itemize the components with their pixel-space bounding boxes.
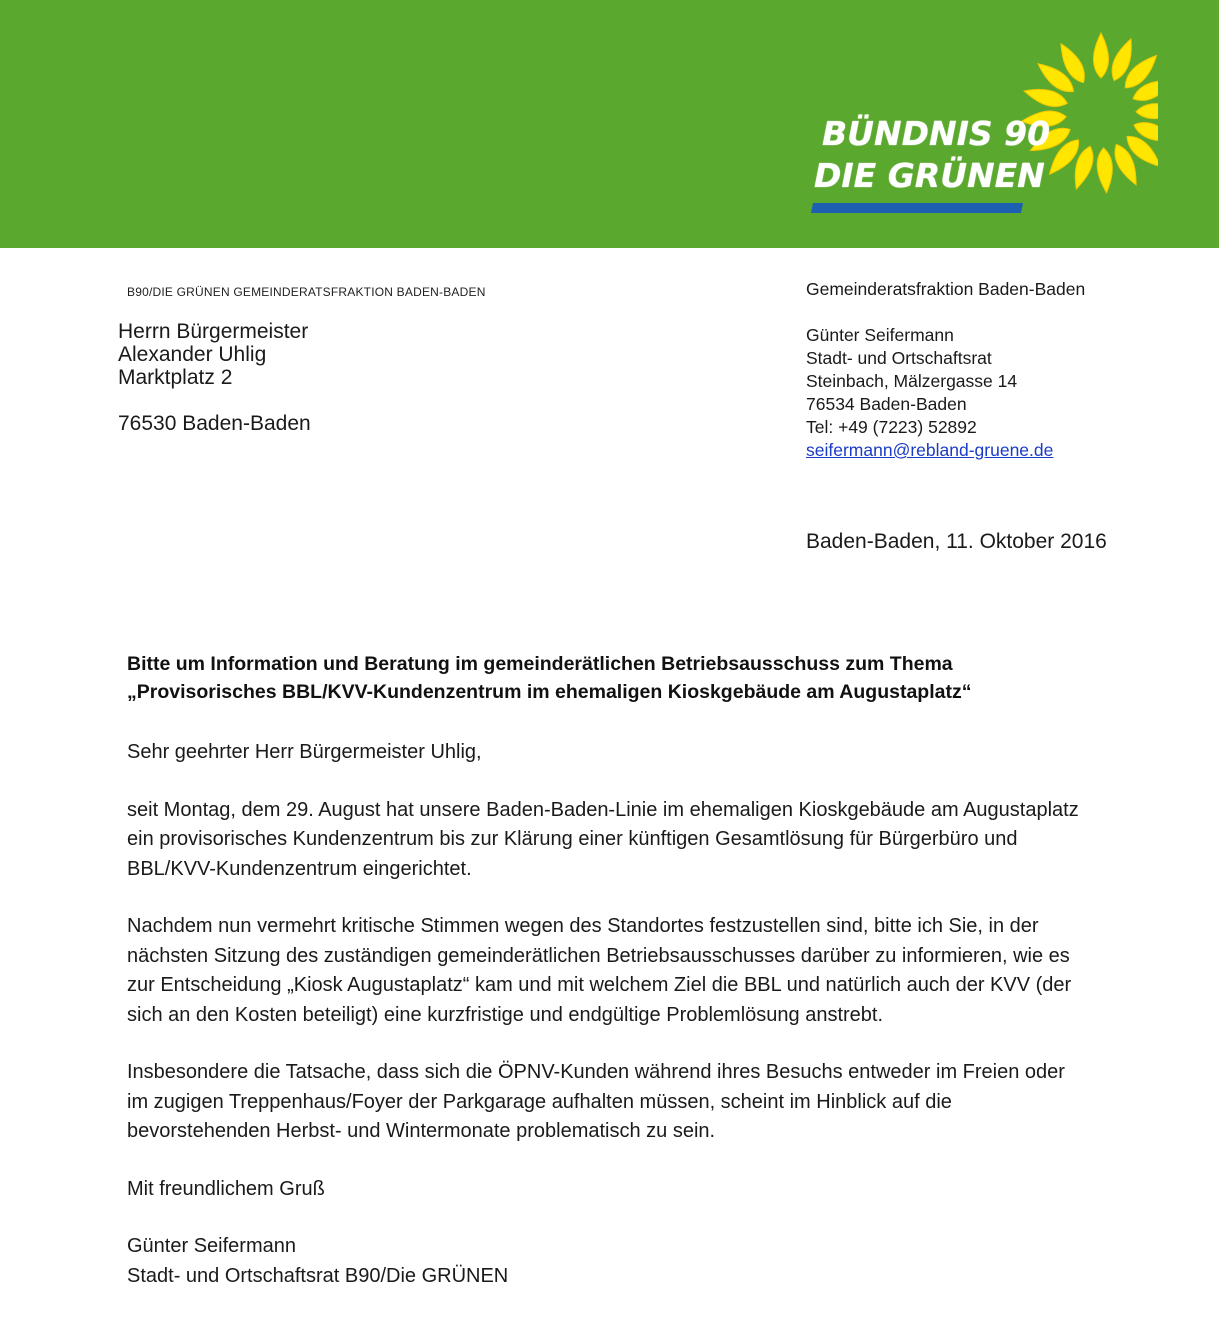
- contact-phone: Tel: +49 (7223) 52892: [806, 417, 977, 437]
- recipient-address: [118, 320, 311, 435]
- contact-name: Günter Seifermann: [806, 325, 954, 345]
- recipient-line-2: Alexander Uhlig: [118, 343, 267, 366]
- recipient-city: 76530 Baden-Baden: [118, 412, 311, 435]
- brand-underline-bar: [811, 203, 1023, 213]
- contact-org: Gemeinderatsfraktion Baden-Baden: [806, 279, 1086, 299]
- signature-role: Stadt- und Ortschaftsrat B90/Die GRÜNEN: [127, 1264, 509, 1287]
- contact-role: Stadt- und Ortschaftsrat: [806, 348, 992, 368]
- signature-name: Günter Seifermann: [127, 1235, 296, 1257]
- letter-body: [127, 738, 1087, 1291]
- brand-line-1: BÜNDNIS 90: [822, 114, 1051, 153]
- paragraph-2: Nachdem nun vermehrt kritische Stimmen wegen des Standortes festzustellen sind, bitte ich Sie, in der nächsten Sitzung des zuständigen gemeinderätlichen Betriebsausschusses darüber zu informieren, wie es zur Entscheidung „Kiosk Augustaplatz“ kam und mit welchem Ziel die BBL und natürlich auch der KVV (der sich an den Kosten beteiligt) eine kurzfristige und endgültige Problemlösung anstrebt.: [127, 915, 1072, 1026]
- letter-subject: [127, 650, 1127, 706]
- letter-date: Baden-Baden, 11. Oktober 2016: [806, 530, 1107, 553]
- contact-street: Steinbach, Mälzergasse 14: [806, 371, 1018, 391]
- subject-line-1: Bitte um Information und Beratung im gemeinderätlichen Betriebsausschuss zum Thema: [127, 653, 953, 675]
- paragraph-3: Insbesondere die Tatsache, dass sich die ÖPNV-Kunden während ihres Besuchs entweder im Freien oder im zugigen Treppenhaus/Foyer der Parkgarage aufhalten müssen, scheint im Hinblick auf die bevorstehenden Herbst- und Wintermonate problematisch zu sein.: [127, 1061, 1065, 1142]
- party-logo: [808, 28, 1153, 218]
- salutation: Sehr geehrter Herr Bürgermeister Uhlig,: [127, 741, 482, 763]
- subject-line-2: „Provisorisches BBL/KVV-Kundenzentrum im ehemaligen Kioskgebäude am Augustaplatz“: [127, 681, 972, 703]
- recipient-line-3: Marktplatz 2: [118, 366, 233, 389]
- recipient-line-1: Herrn Bürgermeister: [118, 320, 309, 343]
- brand-line-2: DIE GRÜNEN: [814, 156, 1045, 195]
- signature-block: [127, 1232, 1087, 1291]
- contact-email-link[interactable]: seifermann@rebland-gruene.de: [806, 440, 1054, 460]
- header-band: [0, 0, 1219, 248]
- sender-contact-block: [806, 278, 1085, 462]
- paragraph-1: seit Montag, dem 29. August hat unsere Baden-Baden-Linie im ehemaligen Kioskgebäude am Augustaplatz ein provisorisches Kundenzentrum bis zur Klärung einer künftigen Gesamtlösung für Bürgerbüro und BBL/KVV-Kundenzentrum eingerichtet.: [127, 798, 1079, 880]
- contact-city: 76534 Baden-Baden: [806, 394, 967, 414]
- closing: Mit freundlichem Gruß: [127, 1177, 325, 1200]
- sender-return-line: B90/DIE GRÜNEN GEMEINDERATSFRAKTION BADEN-BADEN: [127, 285, 486, 299]
